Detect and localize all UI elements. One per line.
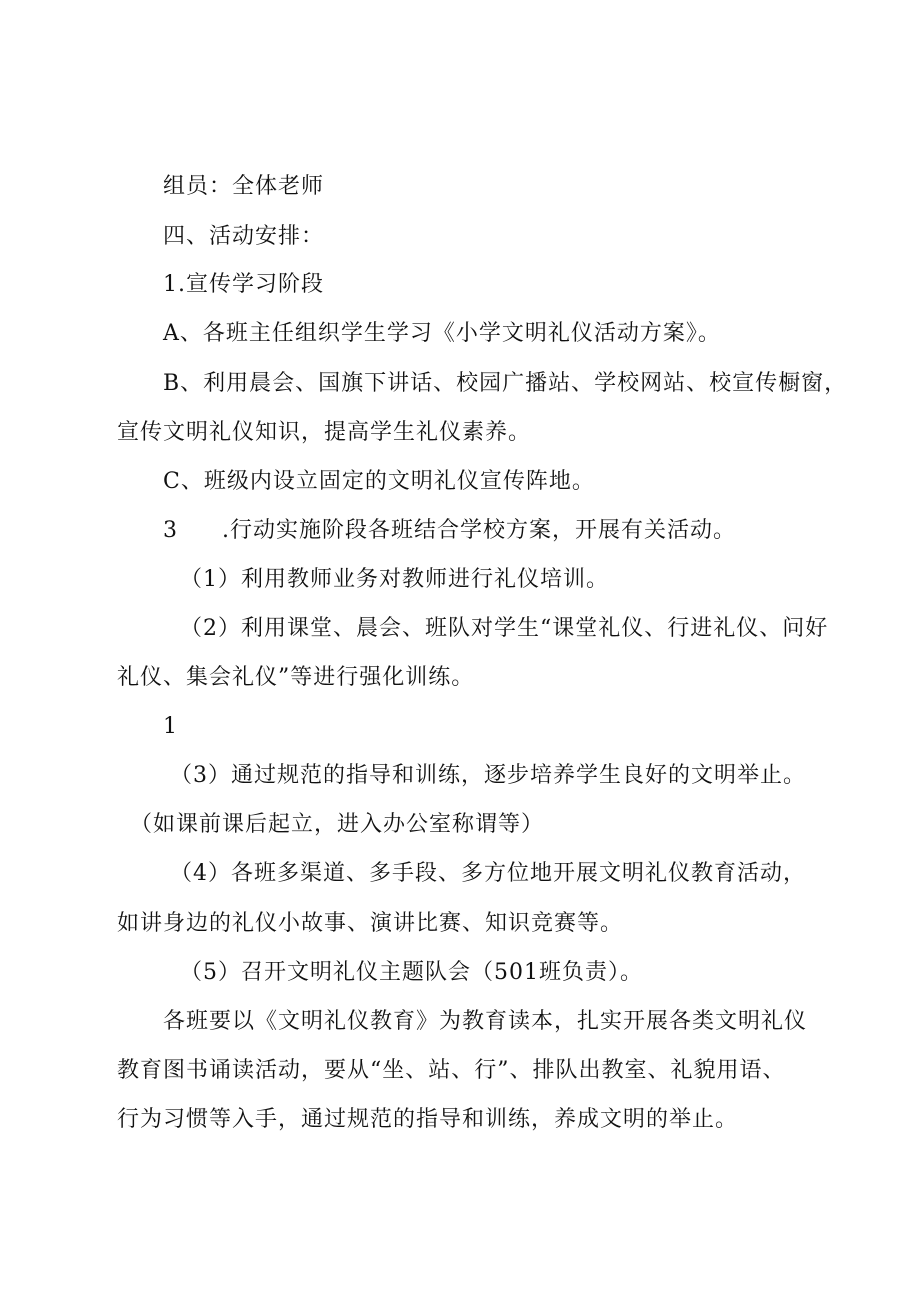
point-1: （1）利用教师业务对教师进行礼仪培训。 <box>180 567 609 592</box>
phase3-text: .行动实施阶段各班结合学校方案，开展有关活动。 <box>222 518 736 543</box>
point-4-line2: 如讲身边的礼仪小故事、演讲比赛、知识竞赛等。 <box>117 911 624 936</box>
phase3-heading <box>163 516 736 546</box>
point-4-line1: （4）各班多渠道、多手段、多方位地开展文明礼仪教育活动， <box>170 861 806 886</box>
final-para-line1: 各班要以《文明礼仪教育》为教育读本，扎实开展各类文明礼仪 <box>163 1009 808 1034</box>
item-c: C、班级内设立固定的文明礼仪宣传阵地。 <box>163 469 595 494</box>
item-b-line1: B、利用晨会、国旗下讲话、校园广播站、学校网站、校宣传橱窗， <box>163 371 848 396</box>
item-a: A、各班主任组织学生学习《小学文明礼仪活动方案》。 <box>163 321 721 346</box>
section-heading-activities: 四、活动安排： <box>163 224 325 249</box>
members-line: 组员：全体老师 <box>163 174 325 199</box>
page-number: 1 <box>163 714 178 739</box>
item-b-line2: 宣传文明礼仪知识，提高学生礼仪素养。 <box>117 420 532 445</box>
final-para-line2: 教育图书诵读活动，要从“坐、站、行”、排队出教室、礼貌用语、 <box>117 1058 786 1083</box>
point-2-line1: （2）利用课堂、晨会、班队对学生“课堂礼仪、行进礼仪、问好 <box>180 616 829 641</box>
phase3-number: 3 <box>163 518 178 543</box>
final-para-line3: 行为习惯等入手，通过规范的指导和训练，养成文明的举止。 <box>117 1107 739 1132</box>
point-5: （5）召开文明礼仪主题队会（501班负责）。 <box>180 960 643 985</box>
phase1-heading: 1.宣传学习阶段 <box>163 272 324 297</box>
point-2-line2: 礼仪、集会礼仪”等进行强化训练。 <box>117 665 475 690</box>
point-3-line2: （如课前课后起立，进入办公室称谓等） <box>130 812 545 837</box>
point-3-line1: （3）通过规范的指导和训练，逐步培养学生良好的文明举止。 <box>170 763 806 788</box>
